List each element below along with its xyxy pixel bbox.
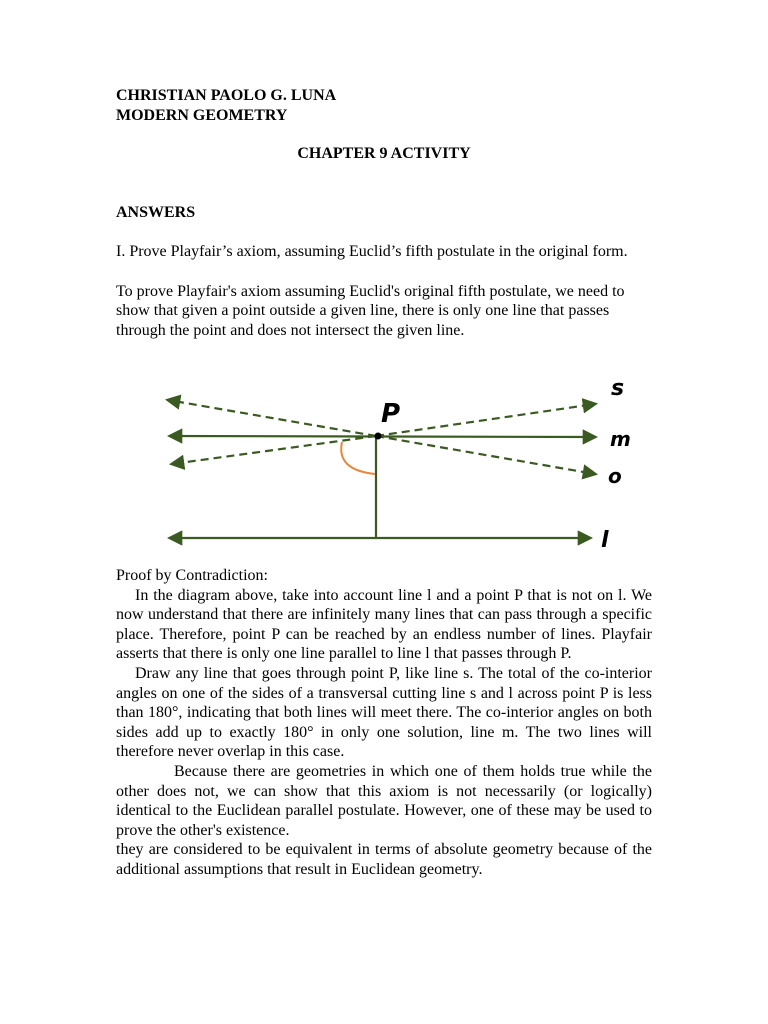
- document-title: CHAPTER 9 ACTIVITY: [297, 145, 471, 162]
- proof-section: [116, 566, 652, 880]
- document-page: [116, 86, 652, 340]
- line-o-right: [376, 436, 595, 474]
- label-m: m: [610, 427, 631, 451]
- course-name: MODERN GEOMETRY: [116, 106, 288, 124]
- proof-heading: Proof by Contradiction:: [116, 567, 268, 584]
- label-l: l: [601, 528, 609, 553]
- author-name: CHRISTIAN PAOLO G. LUNA: [116, 87, 337, 104]
- angle-arc: [341, 442, 375, 474]
- point-p: [375, 433, 382, 440]
- proof-paragraph-4: they are considered to be equivalent in terms of absolute geometry because of the additional assumptions that result in Euclidean geometry.: [116, 841, 652, 878]
- line-o-left: [172, 436, 376, 464]
- proof-paragraph-2: Draw any line that goes through point P, like line s. The total of the co-interior angles on one of the sides of a transversal cutting line s and l across point P is less than 180°, indicating that both lines will meet there. The co-interior angles on both sides add up to exactly 180° in only one solution, line m. The two lines will therefore never overlap in this case.: [116, 664, 652, 761]
- label-p: P: [381, 399, 401, 429]
- line-s-left: [168, 400, 376, 436]
- playfair-diagram: [150, 368, 640, 560]
- intro-paragraph: To prove Playfair's axiom assuming Euclid's original fifth postulate, we need to show that given a point outside a given line, there is only one line that passes through the point and does not intersect the given line.: [116, 282, 625, 339]
- section-heading: ANSWERS: [116, 203, 196, 221]
- question-text: I. Prove Playfair’s axiom, assuming Euclid’s fifth postulate in the original form.: [116, 243, 628, 260]
- label-o: o: [608, 464, 622, 488]
- line-s-right: [376, 404, 595, 436]
- label-s: s: [611, 376, 625, 401]
- proof-paragraph-1: In the diagram above, take into account line l and a point P that is not on l. We now understand that there are infinitely many lines that can pass through a specific place. Therefore, point P can be reached by an endless number of lines. Playfair asserts that there is only one line parallel to line l that passes through P.: [116, 586, 652, 663]
- proof-paragraph-3: Because there are geometries in which one of them holds true while the other does not, we can show that this axiom is not necessarily (or logically) identical to the Euclidean parallel postulate. However, one of these may be used to prove the other's existence.: [116, 762, 652, 839]
